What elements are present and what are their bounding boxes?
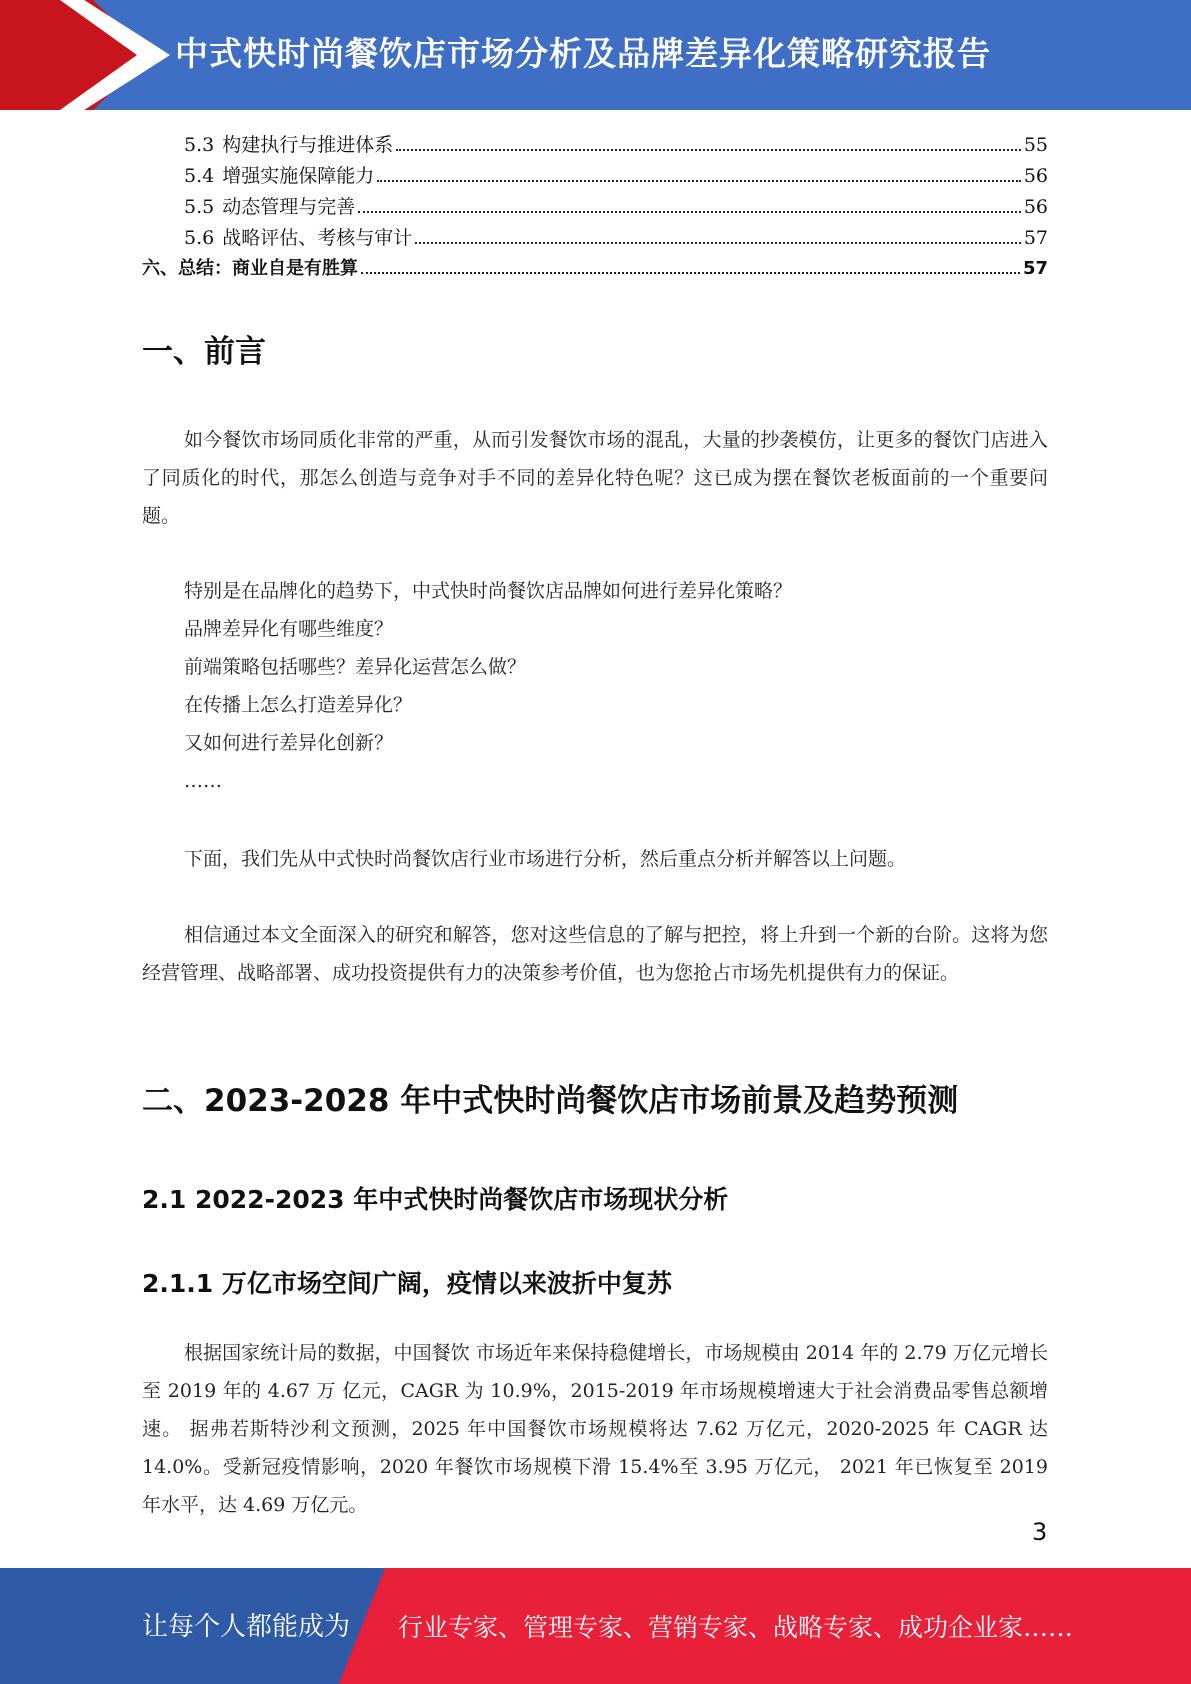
toc-entry-number: 5.3 [184,134,215,156]
question-item: 又如何进行差异化创新？ [184,732,394,754]
market-heading: 2.1.1 万亿市场空间广阔，疫情以来波折中复苏 [142,1269,672,1298]
question-item: 特别是在品牌化的趋势下，中式快时尚餐饮店品牌如何进行差异化策略？ [184,580,793,602]
toc-leader-dots [377,180,1021,182]
toc-entry-label: 战略评估、考核与审计 [222,227,413,249]
question-list [184,572,1044,800]
market-paragraph: 根据国家统计局的数据，中国餐饮 市场近年来保持稳健增长，市场规模由 2014 年的 2.79 万亿元增长至 2019 年的 4.67 万 亿元，CAGR 为 10.9%，2015-2019 年市场规模增速大于社会消费品零售总额增速。 据弗若斯特沙利文预测，2025 年中国餐饮市场规模将达 7.62 万亿元，2020-2025 年 CAGR 达 14.0%。受新冠疫情影响，2020 年餐饮市场规模下滑 15.4%至 3.95 万亿元， 2021 年已恢复至 2019 年水平，达 4.69 万亿元。 [142,1342,1048,1516]
toc-entry[interactable] [142,254,1048,285]
toc-entry-number: 5.6 [184,227,215,249]
toc-entry-number: 5.4 [184,165,215,187]
table-of-contents [142,130,1048,285]
header-red-arrow [0,0,150,110]
question-item: 在传播上怎么打造差异化？ [184,694,413,716]
preface-paragraph-2: 下面，我们先从中式快时尚餐饮店行业市场进行分析，然后重点分析并解答以上问题。 [184,848,907,870]
toc-entry-label: 动态管理与完善 [222,196,356,218]
toc-entry-label: 增强实施保障能力 [222,165,375,187]
toc-entry-page: 55 [1023,134,1048,156]
toc-entry-page: 57 [1022,258,1048,279]
toc-entry-page: 57 [1023,227,1048,249]
toc-entry-page: 56 [1023,196,1048,218]
toc-entry-label: 构建执行与推进体系 [222,134,394,156]
toc-entry[interactable] [142,130,1048,161]
question-item: …… [184,770,222,792]
report-title: 中式快时尚餐饮店市场分析及品牌差异化策略研究报告 [175,34,991,73]
question-item: 品牌差异化有哪些维度？ [184,618,394,640]
preface-paragraph-1: 如今餐饮市场同质化非常的严重，从而引发餐饮市场的混乱，大量的抄袭模仿，让更多的餐饮门店进入了同质化的时代，那怎么创造与竞争对手不同的差异化特色呢？这已成为摆在餐饮老板面前的一个重要问题。 [142,429,1048,527]
preface-heading: 一、前言 [142,334,266,370]
toc-entry[interactable] [142,223,1048,254]
toc-leader-dots [396,149,1021,151]
preface-paragraph-3: 相信通过本文全面深入的研究和解答，您对这些信息的了解与把控，将上升到一个新的台阶。这将为您经营管理、战略部署、成功投资提供有力的决策参考价值，也为您抢占市场先机提供有力的保证。 [142,924,1048,984]
page-footer [0,1568,1191,1684]
footer-slogan-right: 行业专家、管理专家、营销专家、战略专家、成功企业家…… [398,1613,1074,1642]
toc-entry-label: 六、总结：商业自是有胜算 [142,258,358,279]
page-header [0,0,1191,110]
toc-entry[interactable] [142,161,1048,192]
toc-entry[interactable] [142,192,1048,223]
toc-entry-page: 56 [1023,165,1048,187]
page-number: 3 [1032,1518,1048,1546]
status-heading: 2.1 2022-2023 年中式快时尚餐饮店市场现状分析 [142,1185,729,1214]
toc-leader-dots [361,272,1020,274]
toc-entry-number: 5.5 [184,196,215,218]
question-item: 前端策略包括哪些？差异化运营怎么做？ [184,656,527,678]
toc-leader-dots [358,211,1021,213]
footer-slogan-left: 让每个人都能成为 [142,1612,351,1642]
toc-leader-dots [415,242,1021,244]
forecast-heading: 二、2023-2028 年中式快时尚餐饮店市场前景及趋势预测 [142,1083,959,1119]
